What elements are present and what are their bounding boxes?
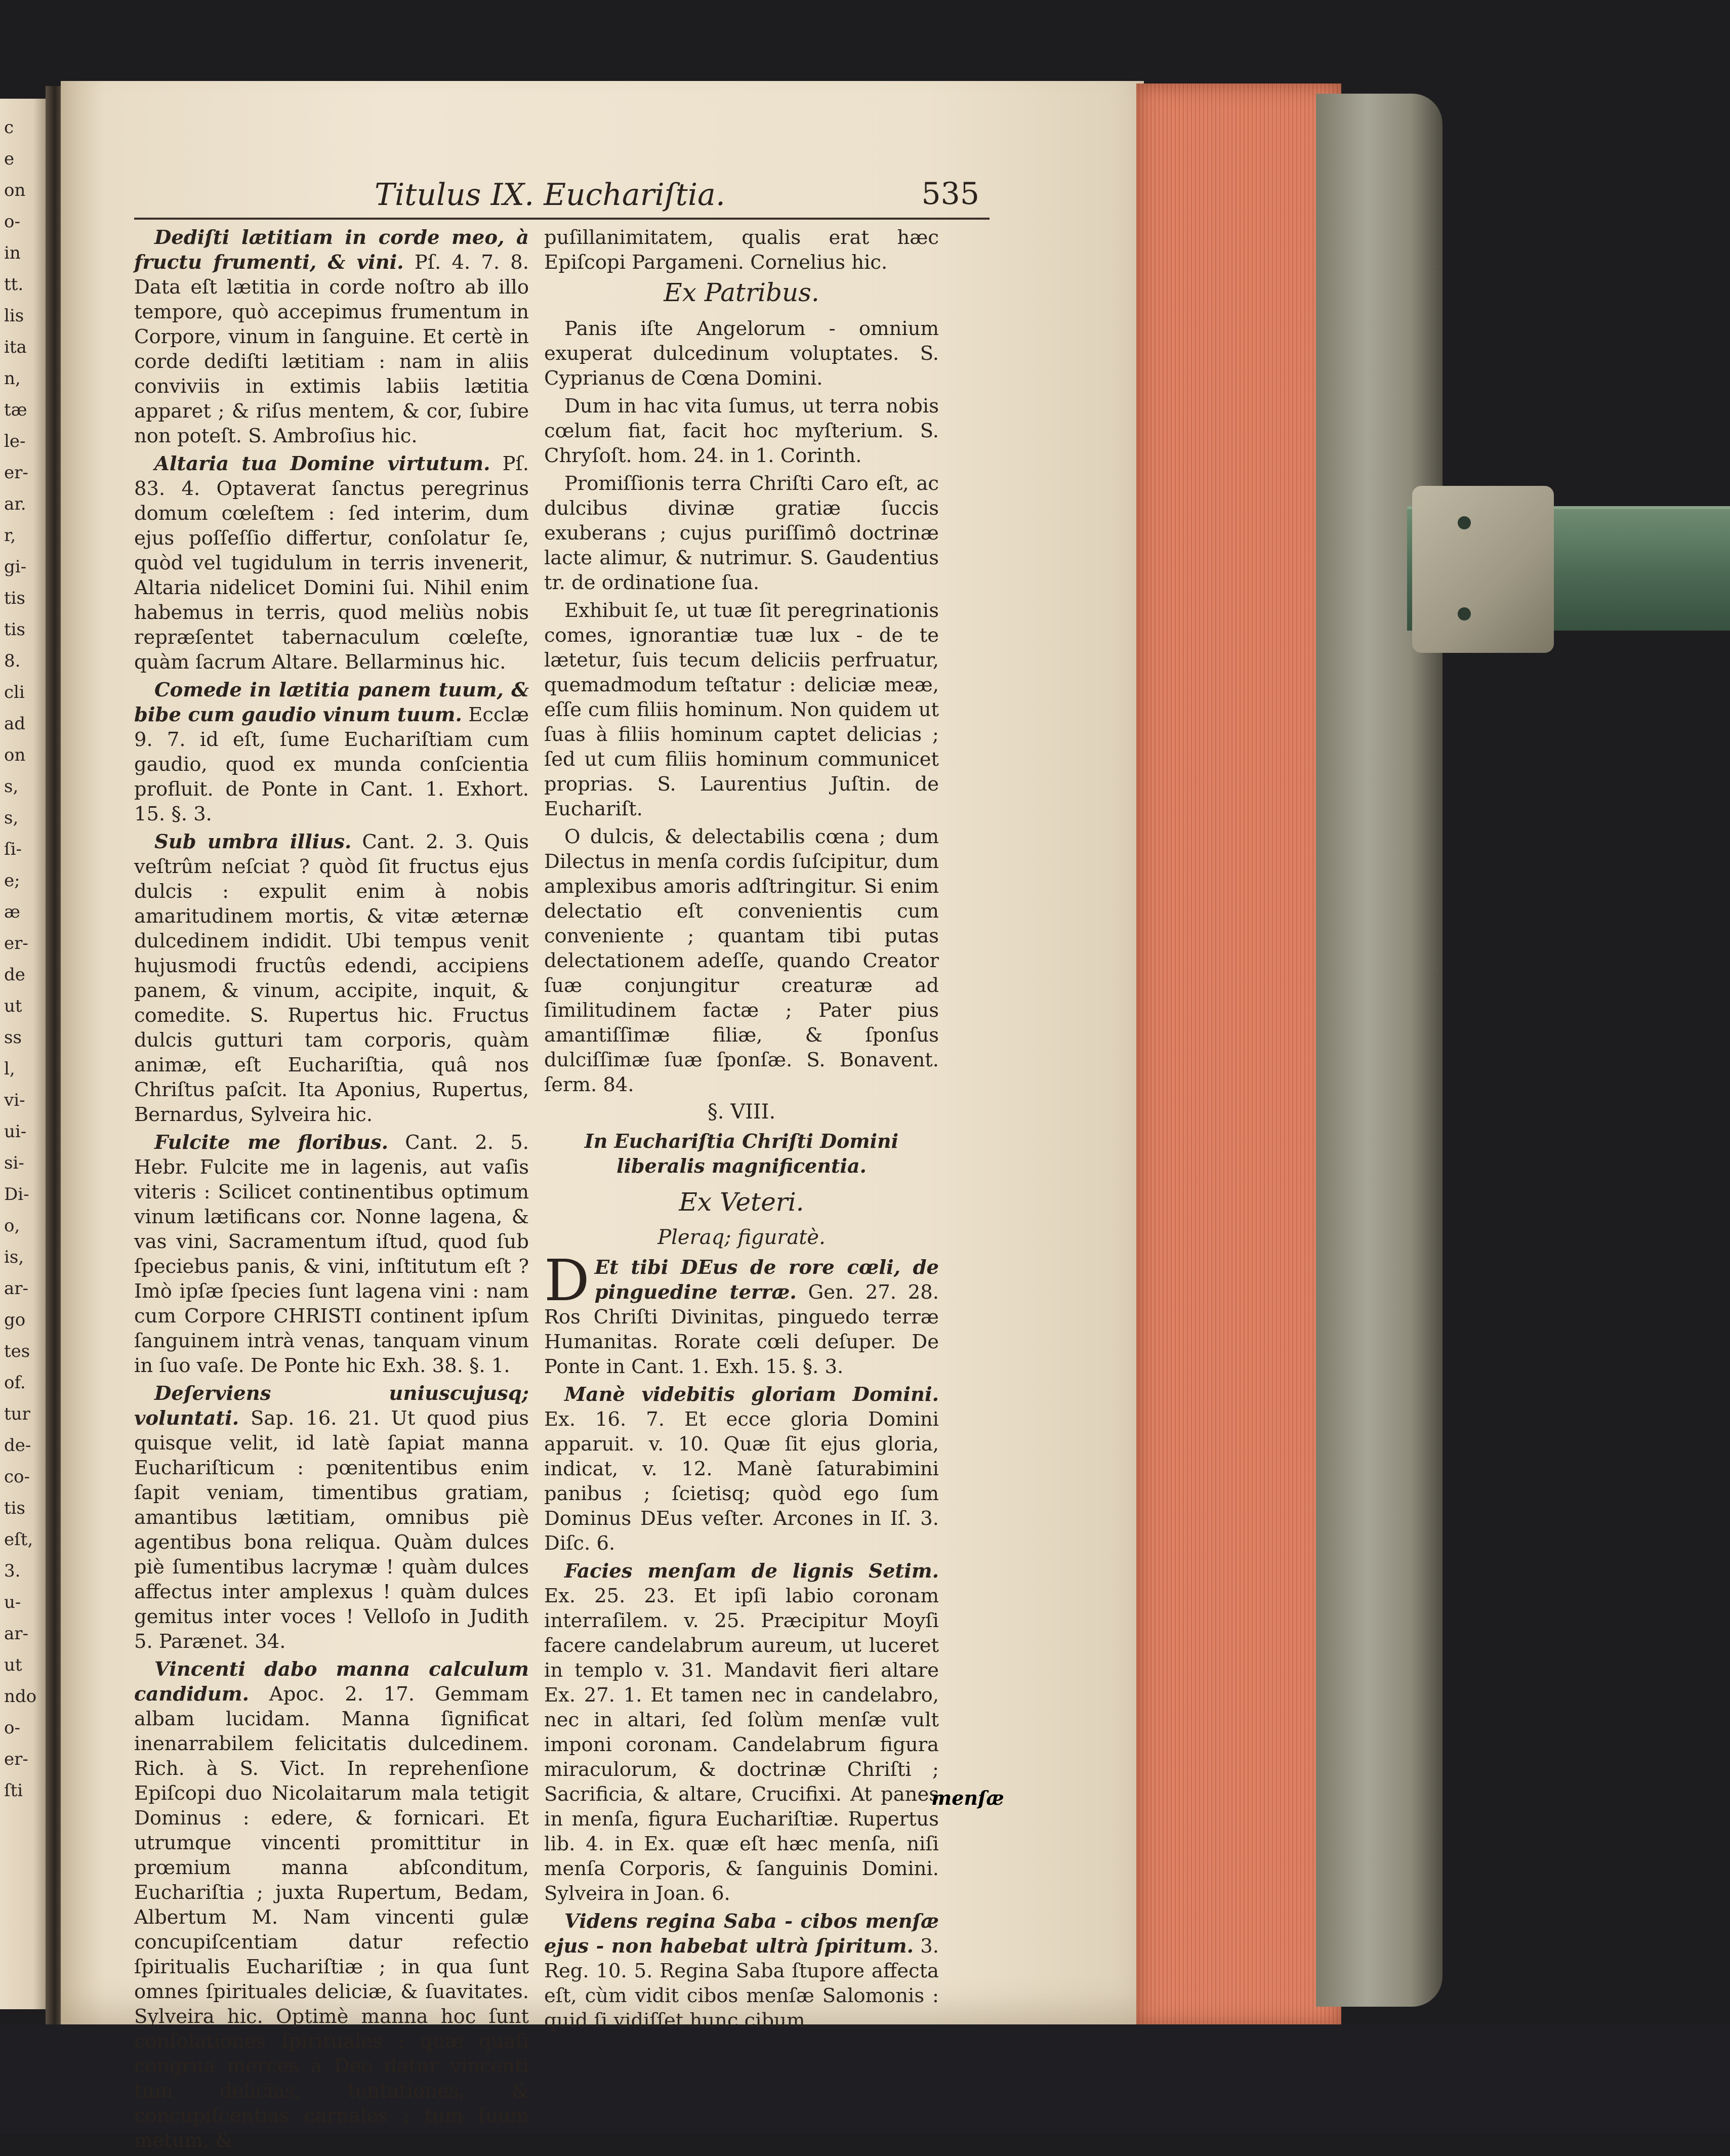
entry-paragraph — [134, 451, 529, 675]
facing-page-fragment: tis — [4, 619, 25, 640]
facing-page-fragment: er- — [4, 463, 28, 483]
left-column — [134, 225, 529, 2156]
red-page-edges — [1136, 84, 1341, 2027]
facing-page-fragment: er- — [4, 1749, 28, 1769]
clasp-plate — [1412, 486, 1554, 653]
facing-page-fragment: eſt, — [4, 1529, 33, 1550]
page-text-block — [134, 176, 990, 2152]
entry-paragraph — [544, 1559, 939, 1906]
scripture-lemma: Dediſti lætitiam in corde meo, à fructu frumenti, & vini. — [134, 226, 529, 274]
scripture-lemma: Altaria tua Domine virtutum. — [154, 452, 490, 475]
scripture-lemma: Facies menſam de lignis Setim. — [564, 1560, 939, 1583]
commentary-text: Ex. 25. 23. Et ipſi labio coronam interraſilem. v. 25. Præcipitur Moyſi facere candelabrum aureum, ut luceret in templo v. 31. Mandavit fieri altare Ex. 27. 1. Et tamen nec in candelabro, nec in altari, ſed ſolùm menſæ vult imponi coronam. Candelabrum figura miraculorum, & doctrinæ Chriſti ; Sacrificia, & altare, Crucifixi. At panes in menſa, figura Euchariſtiæ. Rupertus lib. 4. in Ex. quæ eſt hæc menſa, niſi menſa Corporis, & ſanguinis Domini. Sylveira in Joan. 6. — [544, 1585, 939, 1905]
facing-page-fragment: o- — [4, 212, 20, 232]
scripture-lemma: Et tibi DEus de rore cœli, de pinguedine terræ. — [594, 1256, 939, 1304]
commentary-text: Gen. 27. 28. Ros Chriſti Divinitas, pinguedo terræ Humanitas. Rorate cœli deſuper. De Ponte in Cant. 1. Exh. 15. §. 3. — [544, 1281, 939, 1378]
catchword: menſæ — [931, 1787, 1004, 1809]
entry-paragraph — [544, 1248, 939, 1379]
page-number: 535 — [921, 176, 979, 212]
running-title: Titulus IX. Euchariſtia. — [375, 177, 725, 213]
facing-page-fragment: r, — [4, 525, 16, 546]
entry-paragraph — [544, 1909, 939, 2033]
scripture-lemma: Sub umbra illius. — [154, 831, 352, 853]
rivet-icon — [1458, 516, 1471, 529]
facing-page-fragment: lis — [4, 306, 24, 326]
facing-page-fragment: er- — [4, 933, 28, 953]
facing-page-fragment: de — [4, 965, 25, 985]
facing-page-fragment: ss — [4, 1027, 22, 1048]
facing-page-fragment: Di- — [4, 1184, 29, 1205]
scripture-lemma: Manè videbitis gloriam Domini. — [564, 1383, 939, 1406]
facing-page-fragment: gi- — [4, 557, 27, 577]
facing-page-fragment: co- — [4, 1467, 30, 1487]
scripture-lemma: Comede in lætitia panem tuum, & bibe cum gaudio vinum tuum. — [134, 679, 529, 726]
rivet-icon — [1458, 607, 1471, 620]
facing-page-fragment: tes — [4, 1341, 30, 1361]
facing-page-fragment: ut — [4, 1655, 22, 1675]
facing-page-fragment: on — [4, 180, 26, 200]
facing-page-fragment: l, — [4, 1059, 15, 1079]
facing-page-fragment: is, — [4, 1247, 24, 1267]
commentary-text: Apoc. 2. 17. Gemmam albam lucidam. Manna ſignificat inenarrabilem felicitatis dulcedinem. Rich. à S. Vict. In reprehenſione Epiſcopi duo Nicolaitarum mala tetigit Dominus : edere, & fornicari. Et utrumque vincenti promittitur in prœmium manna abſconditum, Euchariſtia ; juxta Rupertum, Bedam, Albertum M. Nam vincenti gulæ concupiſcentiam datur refectio ſpiritualis Euchariſtiæ ; in qua ſunt omnes ſpirituales deliciæ, & ſuavitates. Sylveira hic. Optimè manna hoc ſunt conſolationes ſpirituales : quæ quaſi congrua merces à Deo datur vincenti tum delicias, tentationes, & concupiſcentias carnales ; tum ſuum metum, & — [134, 1683, 529, 2152]
facing-page-fragment: s, — [4, 808, 19, 828]
subheading: Pleraq; figuratè. — [657, 1226, 826, 1249]
entry-paragraph — [544, 1382, 939, 1556]
entry-paragraph — [134, 830, 529, 1127]
facing-page-fragment: vi- — [4, 1090, 25, 1110]
facing-page-fragment: cli — [4, 682, 25, 702]
facing-page-fragment: in — [4, 243, 21, 263]
facing-page-fragment: ad — [4, 714, 26, 734]
scripture-lemma: Deſerviens uniuscujusq; voluntati. — [134, 1382, 529, 1430]
facing-page-fragment: ſti — [4, 1780, 23, 1801]
facing-page-fragment: ita — [4, 337, 27, 357]
entry-paragraph — [134, 678, 529, 826]
facing-page-fragment: on — [4, 745, 26, 765]
commentary-text: Ecclæ 9. 7. id eſt, ſume Euchariſtiam cum gaudio, quod ex munda conſcientia profluit. de Ponte in Cant. 1. Exhort. 15. §. 3. — [134, 703, 529, 825]
entry-paragraph — [134, 225, 529, 448]
facing-page-fragment: ut — [4, 996, 22, 1016]
book-cover-spine — [1316, 94, 1443, 2007]
scripture-lemma: Vincenti dabo manna calculum candidum. — [134, 1658, 529, 1706]
entry-paragraph — [134, 1130, 529, 1378]
facing-page-fragment: go — [4, 1310, 26, 1330]
scripture-lemma: Fulcite me floribus. — [154, 1131, 389, 1154]
section-number: §. VIII. — [707, 1100, 776, 1124]
patristic-quote: Panis iſte Angelorum - omnium exuperat dulcedinum voluptates. S. Cyprianus de Cœna Domini. — [544, 317, 939, 390]
facing-page-fragment: ar- — [4, 1624, 29, 1644]
right-column — [544, 225, 939, 2036]
heading-patribus: Ex Patribus. — [664, 278, 819, 307]
section-thesis: In Euchariſtia Chriſti Domini liberalis magnificentia. — [584, 1130, 899, 1177]
facing-page-fragment: ui- — [4, 1122, 27, 1142]
commentary-text: Pſ. 83. 4. Optaverat ſanctus peregrinus domum cœleſtem : ſed interim, dum ejus poſſeſſio differtur, conſolatur ſe, quòd vel tugidulum in terris invenerit, Altaria nidelicet Domini ſui. Nihil enim habemus in terris, quod meliùs nobis repræſentet tabernaculum cœleſte, quàm ſacrum Altare. Bellarminus hic. — [134, 452, 529, 674]
commentary-text: Cant. 2. 3. Quis veſtrûm neſciat ? quòd ſit fructus ejus dulcis : expulit enim à nobis amaritudinem mortis, & vitæ æternæ dulcedinem indidit. Ubi tempus venit hujusmodi fructûs edendi, accipiens panem, & vinum, accipite, inquit, & comedite. S. Rupertus hic. Fructus dulcis gutturi tam corporis, quàm animæ, eſt Euchariſtia, quâ nos Chriſtus paſcit. Ita Aponius, Rupertus, Bernardus, Sylveira hic. — [134, 831, 529, 1126]
facing-page-fragment: c — [4, 117, 14, 138]
facing-page-fragment: 3. — [4, 1561, 21, 1581]
facing-page-fragment: o, — [4, 1216, 20, 1236]
facing-page-fragment: ar. — [4, 494, 26, 514]
commentary-text: Sap. 16. 21. Ut quod pius quisque velit, id latè ſapiat manna Euchariſticum : pœnitentibus enim ſapit veniam, timentibus gratiam, amantibus lætitiam, omnibus piè agentibus bona reliqua. Quàm dulces piè ſumentibus lacrymæ ! quàm dulces affectus inter amplexus ! quàm dulces gemitus inter voces ! Velloſo in Judith 5. Parænet. 34. — [134, 1407, 529, 1653]
drop-cap: D — [544, 1248, 590, 1314]
facing-page-fragment: e — [4, 149, 15, 169]
facing-page-fragment: ar- — [4, 1278, 29, 1299]
facing-page-fragment: 8. — [4, 651, 21, 671]
facing-page-fragment: tt. — [4, 274, 24, 295]
facing-page-fragment: u- — [4, 1592, 21, 1612]
commentary-text: Cant. 2. 5. Hebr. Fulcite me in lagenis, aut vaſis viteris : Scilicet continentibus optimum vinum lætificans cor. Nonne lagena, & vas vini, Sacramentum iſtud, quod ſub ſpeciebus panis, & vini, inſtitutum eſt ? Imò ipſæ ſpecies ſunt lagena vini : nam cum Corpore CHRISTI continent ipſum ſanguinem intrà venas, tanquam vinum in ſuo vaſe. De Ponte hic Exh. 38. §. 1. — [134, 1131, 529, 1377]
patristic-quote: Promiſſionis terra Chriſti Caro eſt, ac dulcibus divinæ gratiæ ſuccis exuberans ; cujus puriſſimô doctrinæ lacte alimur, & nutrimur. S. Gaudentius tr. de ordinatione ſua. — [544, 472, 939, 594]
facing-page-fragment: e; — [4, 870, 20, 891]
facing-page-fragment: of. — [4, 1373, 26, 1393]
left-page-edge — [0, 99, 48, 2009]
facing-page-fragment: o- — [4, 1718, 20, 1738]
commentary-text: Pſ. 4. 7. 8. Data eſt lætitia in corde noſtro ab illo tempore, quò accepimus frumentum in Corpore, vinum in ſanguine. Et certè in corde dediſti lætitiam : nam in aliis conviviis in extimis labiis lætitia apparet ; & riſus mentem, & cor, ſubire non poteſt. S. Ambroſius hic. — [134, 251, 529, 447]
facing-page-fragment: ndo — [4, 1686, 37, 1707]
facing-page-fragment: tis — [4, 1498, 25, 1518]
heading-veteri: Ex Veteri. — [679, 1187, 804, 1217]
entry-paragraph — [134, 1657, 529, 2153]
running-header — [134, 177, 990, 220]
patristic-quote: Exhibuit ſe, ut tuæ ſit peregrinationis comes, ignorantiæ tuæ lux - de te lætetur, ſuis tecum deliciis perfruatur, quemadmodum teſtatur : deliciæ meæ, eſſe cum filiis hominum. Non quidem ut ſuas à filiis hominum captet delicias ; ſed ut cum filiis hominum communicet proprias. S. Laurentius Juſtin. de Euchariſt. — [544, 599, 939, 820]
facing-page-fragment: tis — [4, 588, 25, 608]
facing-page-fragment: tur — [4, 1404, 30, 1424]
commentary-text: Ex. 16. 7. Et ecce gloria Domini apparuit. v. 10. Quæ ſit ejus gloria, indicat, v. 12. Manè ſaturabimini panibus ; ſcietisq; quòd ego ſum Dominus DEus veſter. Arcones in Iſ. 3. Diſc. 6. — [544, 1408, 939, 1555]
commentary-text: 3. Reg. 10. 5. Regina Saba ſtupore affecta eſt, cùm vidit cibos menſæ Salomonis : quid ſi vidiſſet hunc cibum — [544, 1935, 939, 2032]
facing-page-fragment: si- — [4, 1153, 24, 1173]
facing-page-fragment: s, — [4, 776, 19, 797]
facing-page-fragment: n, — [4, 368, 21, 389]
scripture-lemma: Videns regina Saba - cibos menſæ ejus - non habebat ultrà ſpiritum. — [544, 1910, 939, 1958]
facing-page-fragment: de- — [4, 1435, 31, 1456]
facing-page-fragment: ſi- — [4, 839, 22, 859]
patristic-quote: O dulcis, & delectabilis cœna ; dum Dilectus in menſa cordis ſuſcipitur, dum amplexibus amoris adſtringitur. Si enim delectatio eſt convenientis cum conveniente ; quantam tibi putas delectationem adeſſe, quando Creator ſuæ conjungitur creaturæ ad ſimilitudinem factæ ; Pater pius amantiſſimæ filiæ, & ſponſus dulciſſimæ ſuæ ſponſæ. S. Bonavent. ſerm. 84. — [544, 825, 939, 1096]
patristic-quote: Dum in hac vita ſumus, ut terra nobis cœlum fiat, facit hoc myſterium. S. Chryſoſt. hom. 24. in 1. Corinth. — [544, 395, 939, 467]
facing-page-fragment: le- — [4, 431, 26, 451]
intro-paragraph: puſillanimitatem, qualis erat hæc Epiſcopi Pargameni. Cornelius hic. — [544, 226, 939, 274]
facing-page-fragment: tæ — [4, 400, 27, 420]
entry-paragraph — [134, 1381, 529, 1654]
facing-page-fragment: æ — [4, 902, 20, 922]
